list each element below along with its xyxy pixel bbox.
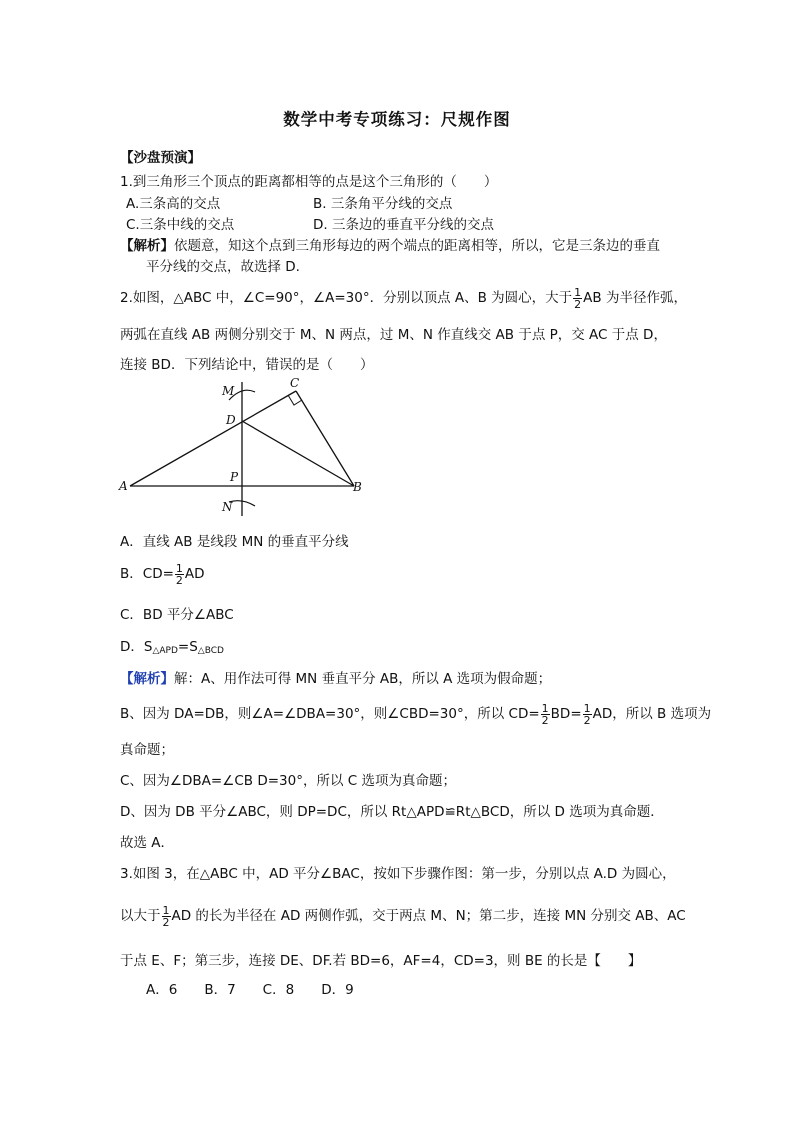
q2-option-d-mid: =S [177,639,198,655]
fraction-half [162,905,171,928]
triangle-figure [118,374,368,522]
fraction-denominator: 2 [162,915,170,929]
fraction-denominator: 2 [574,297,582,311]
q1-option-c: C.三条中线的交点 [126,217,235,233]
label-n: N [222,500,233,514]
q2-analysis-a: 解：A、用作法可得 MN 垂直平分 AB，所以 A 选项为假命题； [174,671,552,687]
fraction-half [583,703,592,726]
label-b: B [353,480,362,494]
q1-option-d: D. 三条边的垂直平分线的交点 [313,217,494,233]
fraction-denominator: 2 [175,573,183,587]
fraction-numerator: 1 [175,561,183,575]
q2-analysis-a-line [120,667,551,687]
label-d: D [226,413,236,427]
q2-option-b [120,562,205,586]
segment-bd [242,421,354,486]
q1-analysis-line1 [120,234,660,254]
fraction-numerator: 1 [541,701,549,715]
q2-stem-line1-pre: 2.如图，△ABC 中，∠C=90°，∠A=30°．分别以顶点 A、B 为圆心，大于 [120,290,573,306]
label-a: A [119,479,128,493]
fraction-half [541,703,550,726]
q2-option-a: A．直线 AB 是线段 MN 的垂直平分线 [120,534,349,550]
q3-options: A．6 B．7 C．8 D．9 [146,982,354,998]
q1-analysis-tag: 【解析】 [120,238,174,254]
q2-analysis-b-pre: B、因为 DA=DB，则∠A=∠DBA=30°，则∠CBD=30°，所以 CD= [120,706,540,722]
q3-stem-line1: 3.如图 3，在△ABC 中，AD 平分∠BAC，按如下步骤作图：第一步，分别以点 A.D 为圆心， [120,866,676,882]
q3-stem-line2-pre: 以大于 [120,908,161,924]
label-m: M [222,384,235,398]
section-heading: 【沙盘预演】 [120,150,201,166]
q2-option-b-post: AD [184,566,205,582]
q2-analysis-b-mid: BD= [550,706,582,722]
q2-option-c: C．BD 平分∠ABC [120,607,234,623]
fraction-numerator: 1 [583,701,591,715]
fraction-numerator: 1 [574,285,582,299]
fraction-half [175,563,184,586]
q2-option-d-sub1: △APD [152,646,178,656]
label-p: P [230,470,239,484]
q2-analysis-b-line [120,702,711,726]
q3-stem-line3: 于点 E、F；第三步，连接 DE、DF.若 BD=6，AF=4，CD=3，则 BE 的长是【 】 [120,953,642,969]
q2-option-b-pre: B．CD= [120,566,174,582]
q2-option-d-pre: D．S [120,639,153,655]
q3-stem-line2-post: AD 的长为半径在 AD 两侧作弧，交于两点 M、N；第二步，连接 MN 分别交 AB、AC [171,908,686,924]
q2-analysis-c: C、因为∠DBA=∠CB D=30°，所以 C 选项为真命题； [120,773,456,789]
fraction-denominator: 2 [541,713,549,727]
page-title: 数学中考专项练习：尺规作图 [283,110,511,129]
fraction-denominator: 2 [583,713,591,727]
fraction-half [573,287,582,310]
q2-analysis-d: D、因为 DB 平分∠ABC，则 DP=DC，所以 Rt△APD≌Rt△BCD，所以 D 选项为真命题． [120,804,664,820]
q2-conclusion: 故选 A． [120,835,175,851]
q2-stem-line1 [120,286,687,310]
q3-stem-line2 [120,904,686,928]
q2-stem-line2: 两弧在直线 AB 两侧分别交于 M、N 两点，过 M、N 作直线交 AB 于点 P，交 AC 于点 D， [120,327,667,343]
label-c: C [290,376,300,390]
q2-stem-line3: 连接 BD．下列结论中，错误的是（ ） [120,357,374,373]
segment-cb [296,391,354,486]
q1-stem: 1.到三角形三个顶点的距离都相等的点是这个三角形的（ ） [120,174,498,190]
q2-option-d [120,635,224,656]
q1-option-b: B. 三条角平分线的交点 [313,196,453,212]
q2-analysis-b-line2: 真命题； [120,742,174,758]
q1-analysis-line2: 平分线的交点，故选择 D. [146,259,300,275]
q2-option-d-sub2: △BCD [197,646,224,656]
q1-option-a: A.三条高的交点 [126,196,221,212]
q1-analysis-text: 依题意，知这个点到三角形每边的两个端点的距离相等，所以，它是三条边的垂直 [174,238,660,254]
fraction-numerator: 1 [162,903,170,917]
q2-analysis-tag: 【解析】 [120,671,174,687]
q2-analysis-b-post: AD，所以 B 选项为 [592,706,712,722]
q2-stem-line1-post: AB 为半径作弧， [583,290,687,306]
